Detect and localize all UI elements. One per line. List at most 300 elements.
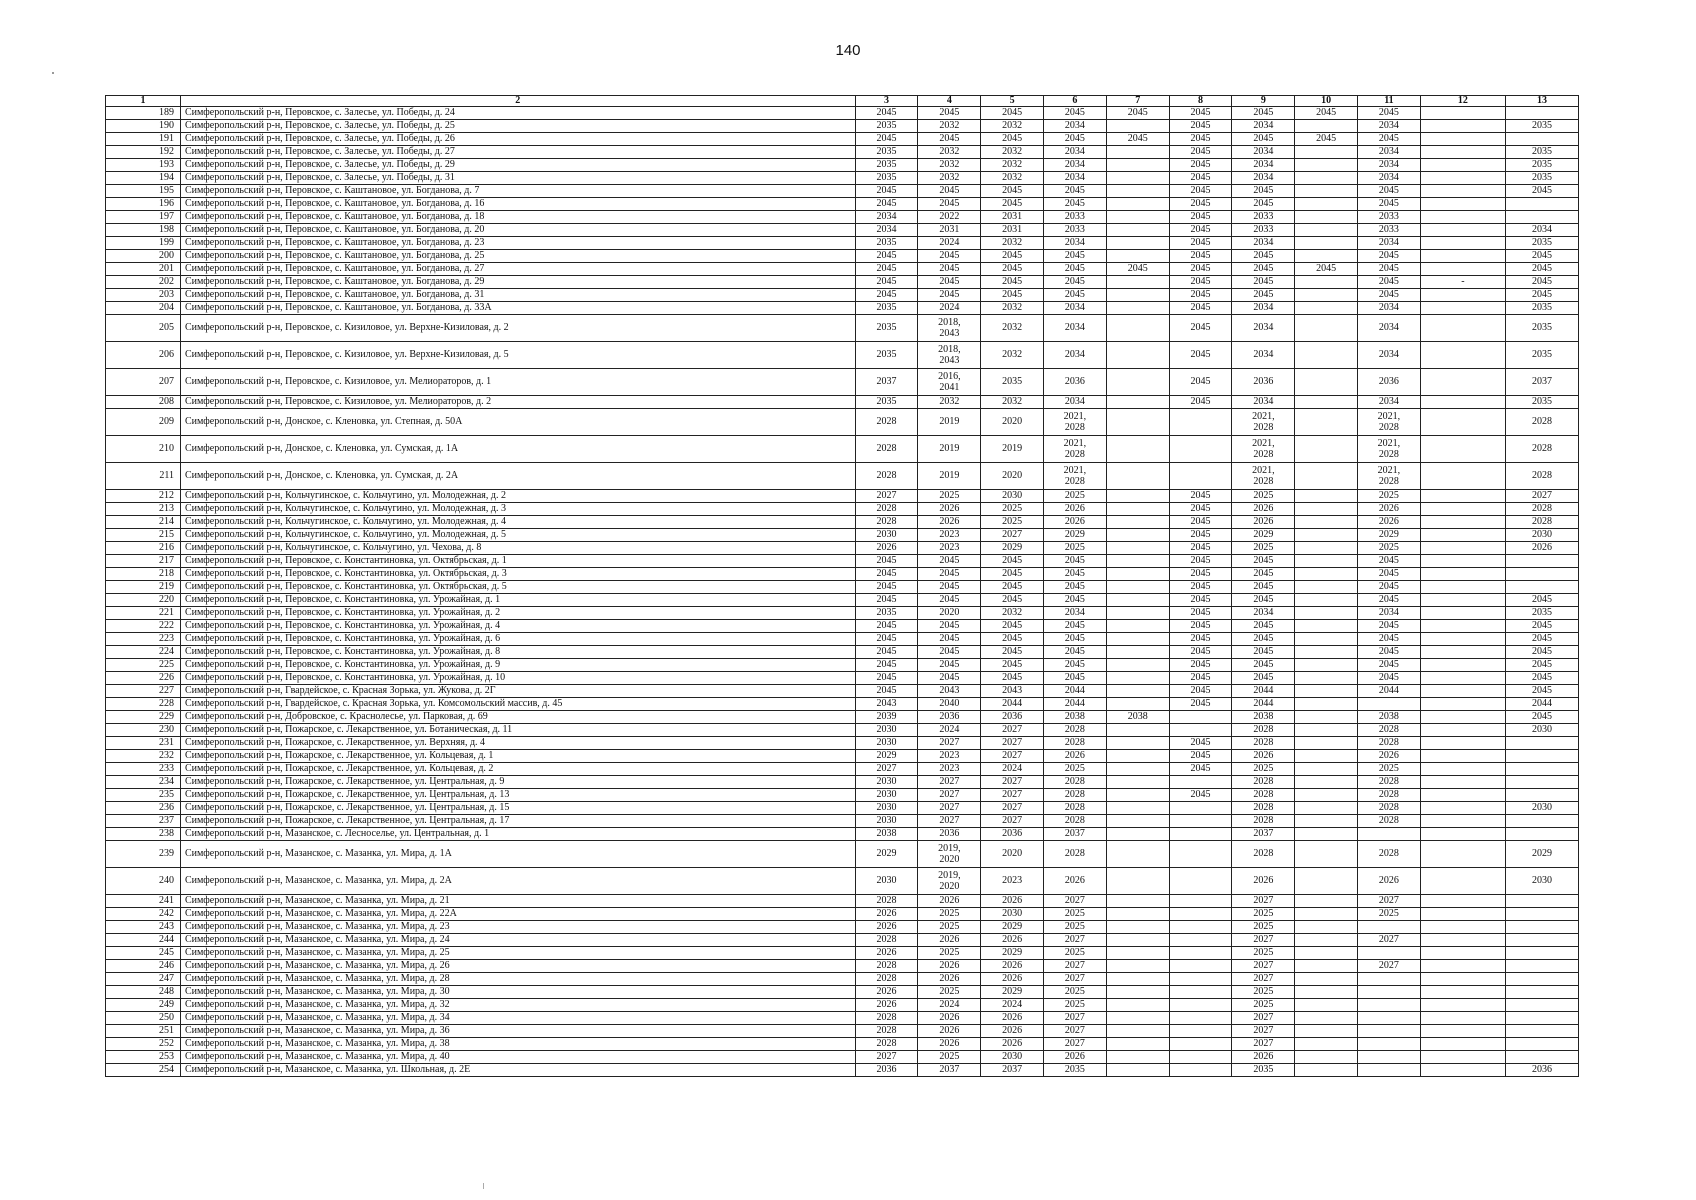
year-cell-col-7 xyxy=(1106,133,1169,146)
cell-text: 2045 xyxy=(939,555,960,566)
year-cell-col-8 xyxy=(1169,1012,1232,1025)
cell-text: 2045 xyxy=(1002,185,1023,196)
year-cell-col-3 xyxy=(855,815,918,828)
cell-text: 237 xyxy=(158,815,174,826)
year-cell-col-10 xyxy=(1295,237,1358,250)
cell-text: 251 xyxy=(158,1025,174,1036)
row-number xyxy=(106,224,181,237)
year-cell-col-10 xyxy=(1295,934,1358,947)
year-cell-col-5 xyxy=(981,947,1044,960)
cell-text: 2045 xyxy=(1378,672,1399,683)
year-cell-col-11 xyxy=(1358,503,1421,516)
year-cell-col-5 xyxy=(981,659,1044,672)
year-cell-col-4 xyxy=(918,737,981,750)
column-header-2: 2 xyxy=(180,96,855,107)
cell-text: 2027 xyxy=(1064,934,1085,945)
year-cell-col-9 xyxy=(1232,107,1295,120)
year-cell-col-3 xyxy=(855,724,918,737)
cell-text: 2030 xyxy=(876,815,897,826)
cell-text: 2028 xyxy=(1253,789,1274,800)
year-cell-col-10 xyxy=(1295,369,1358,396)
row-number xyxy=(106,342,181,369)
cell-text: 231 xyxy=(158,737,174,748)
year-cell-col-8 xyxy=(1169,224,1232,237)
cell-text: 2045 xyxy=(876,263,897,274)
year-cell-col-8 xyxy=(1169,263,1232,276)
cell-text: 2025 xyxy=(1064,542,1085,553)
cell-text: Симферопольский р-н, Пожарское, с. Лекарственное, ул. Верхняя, д. 4 xyxy=(184,737,486,748)
cell-text: 2028 xyxy=(1253,848,1274,859)
cell-text: 2028 xyxy=(1253,815,1274,826)
year-cell-col-11 xyxy=(1358,529,1421,542)
cell-text: 2026 xyxy=(1253,875,1274,886)
cell-text: 2045 xyxy=(1190,224,1211,235)
year-cell-col-13 xyxy=(1505,172,1578,185)
year-cell-col-9 xyxy=(1232,315,1295,342)
year-cell-col-4 xyxy=(918,369,981,396)
cell-text: 2036 xyxy=(876,1064,897,1075)
cell-text: 2028 xyxy=(1064,737,1085,748)
year-cell-col-9 xyxy=(1232,868,1295,895)
column-header-11: 11 xyxy=(1358,96,1421,107)
year-cell-col-8 xyxy=(1169,107,1232,120)
address-cell xyxy=(180,120,855,133)
cell-text: 2027 xyxy=(1002,815,1023,826)
year-cell-col-6 xyxy=(1044,960,1107,973)
cell-text: 2026 xyxy=(1002,934,1023,945)
year-cell-col-7 xyxy=(1106,646,1169,659)
year-cell-col-9 xyxy=(1232,276,1295,289)
cell-text: 2032 xyxy=(939,396,960,407)
year-cell-col-11 xyxy=(1358,237,1421,250)
cell-text: 2028 xyxy=(1253,724,1274,735)
table-row xyxy=(106,711,1579,724)
year-cell-col-10 xyxy=(1295,960,1358,973)
column-header-10: 10 xyxy=(1295,96,1358,107)
year-cell-col-11 xyxy=(1358,973,1421,986)
cell-text: 201 xyxy=(158,263,174,274)
cell-text: 2024 xyxy=(1002,763,1023,774)
year-cell-col-8 xyxy=(1169,724,1232,737)
column-header-13: 13 xyxy=(1505,96,1578,107)
year-cell-col-12 xyxy=(1420,659,1505,672)
cell-text: 2027 xyxy=(1253,973,1274,984)
cell-text: 2026 xyxy=(1378,503,1399,514)
row-number xyxy=(106,211,181,224)
row-number xyxy=(106,276,181,289)
year-cell-col-4 xyxy=(918,250,981,263)
cell-text: 2033 xyxy=(1064,211,1085,222)
year-cell-col-13 xyxy=(1505,711,1578,724)
year-cell-col-9 xyxy=(1232,555,1295,568)
cell-text: 2030 xyxy=(876,529,897,540)
year-cell-col-4 xyxy=(918,908,981,921)
year-cell-col-8 xyxy=(1169,921,1232,934)
table-row xyxy=(106,659,1579,672)
cell-text: 2026 xyxy=(939,1025,960,1036)
cell-text: 2045 xyxy=(1190,659,1211,670)
cell-text: 2027 xyxy=(876,1051,897,1062)
year-cell-col-9 xyxy=(1232,960,1295,973)
address-cell xyxy=(180,973,855,986)
cell-text: 2045 xyxy=(1190,607,1211,618)
cell-text: 2045 xyxy=(1002,555,1023,566)
year-cell-col-9 xyxy=(1232,436,1295,463)
cell-text: 2025 xyxy=(939,947,960,958)
year-cell-col-6 xyxy=(1044,763,1107,776)
year-cell-col-5 xyxy=(981,159,1044,172)
year-cell-col-10 xyxy=(1295,908,1358,921)
year-cell-col-8 xyxy=(1169,172,1232,185)
year-cell-col-8 xyxy=(1169,986,1232,999)
year-cell-col-6 xyxy=(1044,895,1107,908)
cell-text: Симферопольский р-н, Перовское, с. Кизиловое, ул. Верхне-Кизиловая, д. 5 xyxy=(184,349,509,360)
cell-text: 2027 xyxy=(1253,960,1274,971)
year-cell-col-12 xyxy=(1420,107,1505,120)
table-row xyxy=(106,1064,1579,1077)
year-cell-col-12 xyxy=(1420,555,1505,568)
year-cell-col-10 xyxy=(1295,436,1358,463)
cell-text: 2045 xyxy=(939,620,960,631)
year-cell-col-4 xyxy=(918,776,981,789)
year-cell-col-10 xyxy=(1295,895,1358,908)
cell-text: 2045 xyxy=(1378,581,1399,592)
cell-text: 2040 xyxy=(939,698,960,709)
year-cell-col-6 xyxy=(1044,633,1107,646)
year-cell-col-13 xyxy=(1505,921,1578,934)
cell-text: 2045 xyxy=(876,555,897,566)
year-cell-col-11 xyxy=(1358,659,1421,672)
cell-text: - xyxy=(1461,276,1465,287)
year-cell-col-11 xyxy=(1358,289,1421,302)
address-cell xyxy=(180,960,855,973)
year-cell-col-13 xyxy=(1505,737,1578,750)
table-row xyxy=(106,542,1579,555)
cell-text: 2030 xyxy=(1002,490,1023,501)
cell-text: 2035 xyxy=(876,396,897,407)
year-cell-col-9 xyxy=(1232,581,1295,594)
year-cell-col-9 xyxy=(1232,1025,1295,1038)
year-cell-col-8 xyxy=(1169,516,1232,529)
year-cell-col-13 xyxy=(1505,568,1578,581)
year-cell-col-6 xyxy=(1044,921,1107,934)
year-cell-col-9 xyxy=(1232,463,1295,490)
year-cell-col-10 xyxy=(1295,185,1358,198)
year-cell-col-3 xyxy=(855,516,918,529)
year-cell-col-11 xyxy=(1358,895,1421,908)
cell-text: 221 xyxy=(158,607,174,618)
year-cell-col-9 xyxy=(1232,146,1295,159)
cell-text: 242 xyxy=(158,908,174,919)
year-cell-col-3 xyxy=(855,711,918,724)
year-cell-col-4 xyxy=(918,868,981,895)
year-cell-col-4 xyxy=(918,490,981,503)
cell-text: 215 xyxy=(158,529,174,540)
cell-text: 206 xyxy=(158,349,174,360)
year-cell-col-3 xyxy=(855,396,918,409)
cell-text: 217 xyxy=(158,555,174,566)
year-cell-col-5 xyxy=(981,224,1044,237)
row-number xyxy=(106,436,181,463)
year-cell-col-8 xyxy=(1169,568,1232,581)
year-cell-col-9 xyxy=(1232,211,1295,224)
year-cell-col-5 xyxy=(981,133,1044,146)
cell-text: Симферопольский р-н, Перовское, с. Залесье, ул. Победы, д. 26 xyxy=(184,133,455,144)
cell-text: 2019 xyxy=(939,416,960,427)
year-cell-col-4 xyxy=(918,107,981,120)
year-cell-col-13 xyxy=(1505,841,1578,868)
year-cell-col-12 xyxy=(1420,698,1505,711)
row-number xyxy=(106,542,181,555)
year-cell-col-7 xyxy=(1106,973,1169,986)
year-cell-col-3 xyxy=(855,828,918,841)
year-cell-col-8 xyxy=(1169,342,1232,369)
cell-text: 2031 xyxy=(1002,211,1023,222)
year-cell-col-3 xyxy=(855,868,918,895)
table-row xyxy=(106,302,1579,315)
cell-text: 2045 xyxy=(1378,289,1399,300)
year-cell-col-7 xyxy=(1106,960,1169,973)
year-cell-col-5 xyxy=(981,789,1044,802)
cell-text: 2045 xyxy=(1064,672,1085,683)
year-cell-col-4 xyxy=(918,960,981,973)
cell-text: 2045 xyxy=(1190,276,1211,287)
cell-text: 2029 xyxy=(1378,529,1399,540)
year-cell-col-10 xyxy=(1295,133,1358,146)
cell-text: 211 xyxy=(159,470,174,481)
year-cell-col-13 xyxy=(1505,659,1578,672)
cell-text: 200 xyxy=(158,250,174,261)
cell-text: 2044 xyxy=(1002,698,1023,709)
year-cell-col-9 xyxy=(1232,342,1295,369)
cell-text: 2034 xyxy=(1378,302,1399,313)
year-cell-col-8 xyxy=(1169,999,1232,1012)
year-cell-col-10 xyxy=(1295,276,1358,289)
cell-text: 2026 xyxy=(939,503,960,514)
cell-text: 2037 xyxy=(939,1064,960,1075)
year-cell-col-9 xyxy=(1232,302,1295,315)
year-cell-col-7 xyxy=(1106,185,1169,198)
year-cell-col-3 xyxy=(855,973,918,986)
year-cell-col-10 xyxy=(1295,815,1358,828)
year-cell-col-6 xyxy=(1044,607,1107,620)
cell-text: Симферопольский р-н, Пожарское, с. Лекарственное, ул. Центральная, д. 9 xyxy=(184,776,505,787)
year-cell-col-6 xyxy=(1044,133,1107,146)
year-cell-col-13 xyxy=(1505,1025,1578,1038)
cell-text: 236 xyxy=(158,802,174,813)
year-cell-col-13 xyxy=(1505,107,1578,120)
row-number xyxy=(106,146,181,159)
year-cell-col-5 xyxy=(981,555,1044,568)
table-row xyxy=(106,120,1579,133)
column-header-row xyxy=(106,96,1579,107)
year-cell-col-5 xyxy=(981,895,1044,908)
cell-text: 2021, 2028 xyxy=(1377,465,1401,487)
cell-text: 2026 xyxy=(1064,516,1085,527)
cell-text: Симферопольский р-н, Кольчугинское, с. Кольчугино, ул. Молодежная, д. 4 xyxy=(184,516,506,527)
year-cell-col-13 xyxy=(1505,672,1578,685)
year-cell-col-11 xyxy=(1358,986,1421,999)
year-cell-col-12 xyxy=(1420,868,1505,895)
year-cell-col-4 xyxy=(918,133,981,146)
year-cell-col-6 xyxy=(1044,107,1107,120)
cell-text: 2028 xyxy=(876,973,897,984)
year-cell-col-4 xyxy=(918,185,981,198)
year-cell-col-12 xyxy=(1420,737,1505,750)
year-cell-col-10 xyxy=(1295,828,1358,841)
year-cell-col-4 xyxy=(918,685,981,698)
cell-text: 2034 xyxy=(1064,302,1085,313)
cell-text: 2045 xyxy=(1190,250,1211,261)
cell-text: 2044 xyxy=(1064,698,1085,709)
cell-text: 2027 xyxy=(1002,802,1023,813)
cell-text: 2025 xyxy=(1378,542,1399,553)
year-cell-col-7 xyxy=(1106,237,1169,250)
cell-text: 2034 xyxy=(1253,146,1274,157)
address-cell xyxy=(180,529,855,542)
address-cell xyxy=(180,409,855,436)
table-row xyxy=(106,633,1579,646)
year-cell-col-10 xyxy=(1295,973,1358,986)
year-cell-col-7 xyxy=(1106,250,1169,263)
table-row xyxy=(106,342,1579,369)
cell-text: 2045 xyxy=(1002,672,1023,683)
cell-text: 2028 xyxy=(1064,724,1085,735)
table-row xyxy=(106,146,1579,159)
year-cell-col-4 xyxy=(918,672,981,685)
year-cell-col-5 xyxy=(981,685,1044,698)
year-cell-col-12 xyxy=(1420,159,1505,172)
table-row xyxy=(106,594,1579,607)
year-cell-col-5 xyxy=(981,302,1044,315)
address-cell xyxy=(180,868,855,895)
year-cell-col-9 xyxy=(1232,776,1295,789)
year-cell-col-9 xyxy=(1232,159,1295,172)
scan-mark xyxy=(52,72,54,74)
year-cell-col-9 xyxy=(1232,620,1295,633)
cell-text: 2045 xyxy=(1190,396,1211,407)
cell-text: 2034 xyxy=(1064,159,1085,170)
year-cell-col-9 xyxy=(1232,841,1295,868)
cell-text: 2045 xyxy=(1190,789,1211,800)
cell-text: 2020 xyxy=(1002,470,1023,481)
column-header-12: 12 xyxy=(1420,96,1505,107)
year-cell-col-12 xyxy=(1420,947,1505,960)
year-cell-col-8 xyxy=(1169,698,1232,711)
year-cell-col-12 xyxy=(1420,1051,1505,1064)
cell-text: 2045 xyxy=(1378,620,1399,631)
year-cell-col-11 xyxy=(1358,409,1421,436)
year-cell-col-8 xyxy=(1169,146,1232,159)
cell-text: 2035 xyxy=(1531,120,1552,131)
year-cell-col-13 xyxy=(1505,302,1578,315)
year-cell-col-4 xyxy=(918,542,981,555)
row-number xyxy=(106,895,181,908)
cell-text: 2026 xyxy=(1064,750,1085,761)
year-cell-col-9 xyxy=(1232,973,1295,986)
row-number xyxy=(106,685,181,698)
cell-text: 2028 xyxy=(876,895,897,906)
year-cell-col-11 xyxy=(1358,185,1421,198)
year-cell-col-6 xyxy=(1044,185,1107,198)
row-number xyxy=(106,516,181,529)
cell-text: 2045 xyxy=(939,672,960,683)
cell-text: 2028 xyxy=(876,443,897,454)
year-cell-col-10 xyxy=(1295,159,1358,172)
year-cell-col-7 xyxy=(1106,568,1169,581)
year-cell-col-11 xyxy=(1358,685,1421,698)
column-header-4: 4 xyxy=(918,96,981,107)
cell-text: 2035 xyxy=(1253,1064,1274,1075)
cell-text: 193 xyxy=(158,159,174,170)
year-cell-col-12 xyxy=(1420,436,1505,463)
year-cell-col-12 xyxy=(1420,895,1505,908)
table-row xyxy=(106,315,1579,342)
year-cell-col-7 xyxy=(1106,1064,1169,1077)
year-cell-col-8 xyxy=(1169,646,1232,659)
cell-text: 2045 xyxy=(1190,302,1211,313)
cell-text: 2036 xyxy=(1531,1064,1552,1075)
cell-text: Симферопольский р-н, Мазанское, с. Мазанка, ул. Мира, д. 2А xyxy=(184,875,452,886)
year-cell-col-8 xyxy=(1169,737,1232,750)
cell-text: 2045 xyxy=(1378,594,1399,605)
cell-text: 2045 xyxy=(1127,263,1148,274)
cell-text: 2045 xyxy=(1253,276,1274,287)
year-cell-col-13 xyxy=(1505,594,1578,607)
year-cell-col-6 xyxy=(1044,1038,1107,1051)
year-cell-col-5 xyxy=(981,211,1044,224)
cell-text: Симферопольский р-н, Перовское, с. Каштановое, ул. Богданова, д. 25 xyxy=(184,250,485,261)
year-cell-col-6 xyxy=(1044,724,1107,737)
year-cell-col-6 xyxy=(1044,672,1107,685)
cell-text: 2018, 2043 xyxy=(938,317,961,339)
table-row xyxy=(106,568,1579,581)
year-cell-col-11 xyxy=(1358,763,1421,776)
cell-text: 2033 xyxy=(1253,224,1274,235)
cell-text: 2045 xyxy=(1378,568,1399,579)
year-cell-col-4 xyxy=(918,646,981,659)
year-cell-col-12 xyxy=(1420,146,1505,159)
year-cell-col-6 xyxy=(1044,542,1107,555)
cell-text: 2035 xyxy=(1531,322,1552,333)
cell-text: 2045 xyxy=(1002,620,1023,631)
cell-text: 2045 xyxy=(1190,211,1211,222)
year-cell-col-12 xyxy=(1420,276,1505,289)
cell-text: 2045 xyxy=(1190,698,1211,709)
cell-text: Симферопольский р-н, Перовское, с. Константиновка, ул. Октябрьская, д. 3 xyxy=(184,568,507,579)
cell-text: 2045 xyxy=(1190,763,1211,774)
row-number xyxy=(106,107,181,120)
row-number xyxy=(106,620,181,633)
cell-text: 2025 xyxy=(939,921,960,932)
cell-text: 2027 xyxy=(1064,1025,1085,1036)
year-cell-col-7 xyxy=(1106,146,1169,159)
year-cell-col-3 xyxy=(855,672,918,685)
row-number xyxy=(106,529,181,542)
year-cell-col-10 xyxy=(1295,146,1358,159)
cell-text: Симферопольский р-н, Перовское, с. Кизиловое, ул. Мелиораторов, д. 1 xyxy=(184,376,492,387)
cell-text: 219 xyxy=(158,581,174,592)
cell-text: 2045 xyxy=(1531,620,1552,631)
year-cell-col-11 xyxy=(1358,947,1421,960)
cell-text: Симферопольский р-н, Кольчугинское, с. Кольчугино, ул. Молодежная, д. 3 xyxy=(184,503,506,514)
year-cell-col-5 xyxy=(981,802,1044,815)
year-cell-col-11 xyxy=(1358,607,1421,620)
cell-text: 2045 xyxy=(1190,750,1211,761)
cell-text: 2045 xyxy=(1531,263,1552,274)
year-cell-col-6 xyxy=(1044,159,1107,172)
year-cell-col-8 xyxy=(1169,198,1232,211)
